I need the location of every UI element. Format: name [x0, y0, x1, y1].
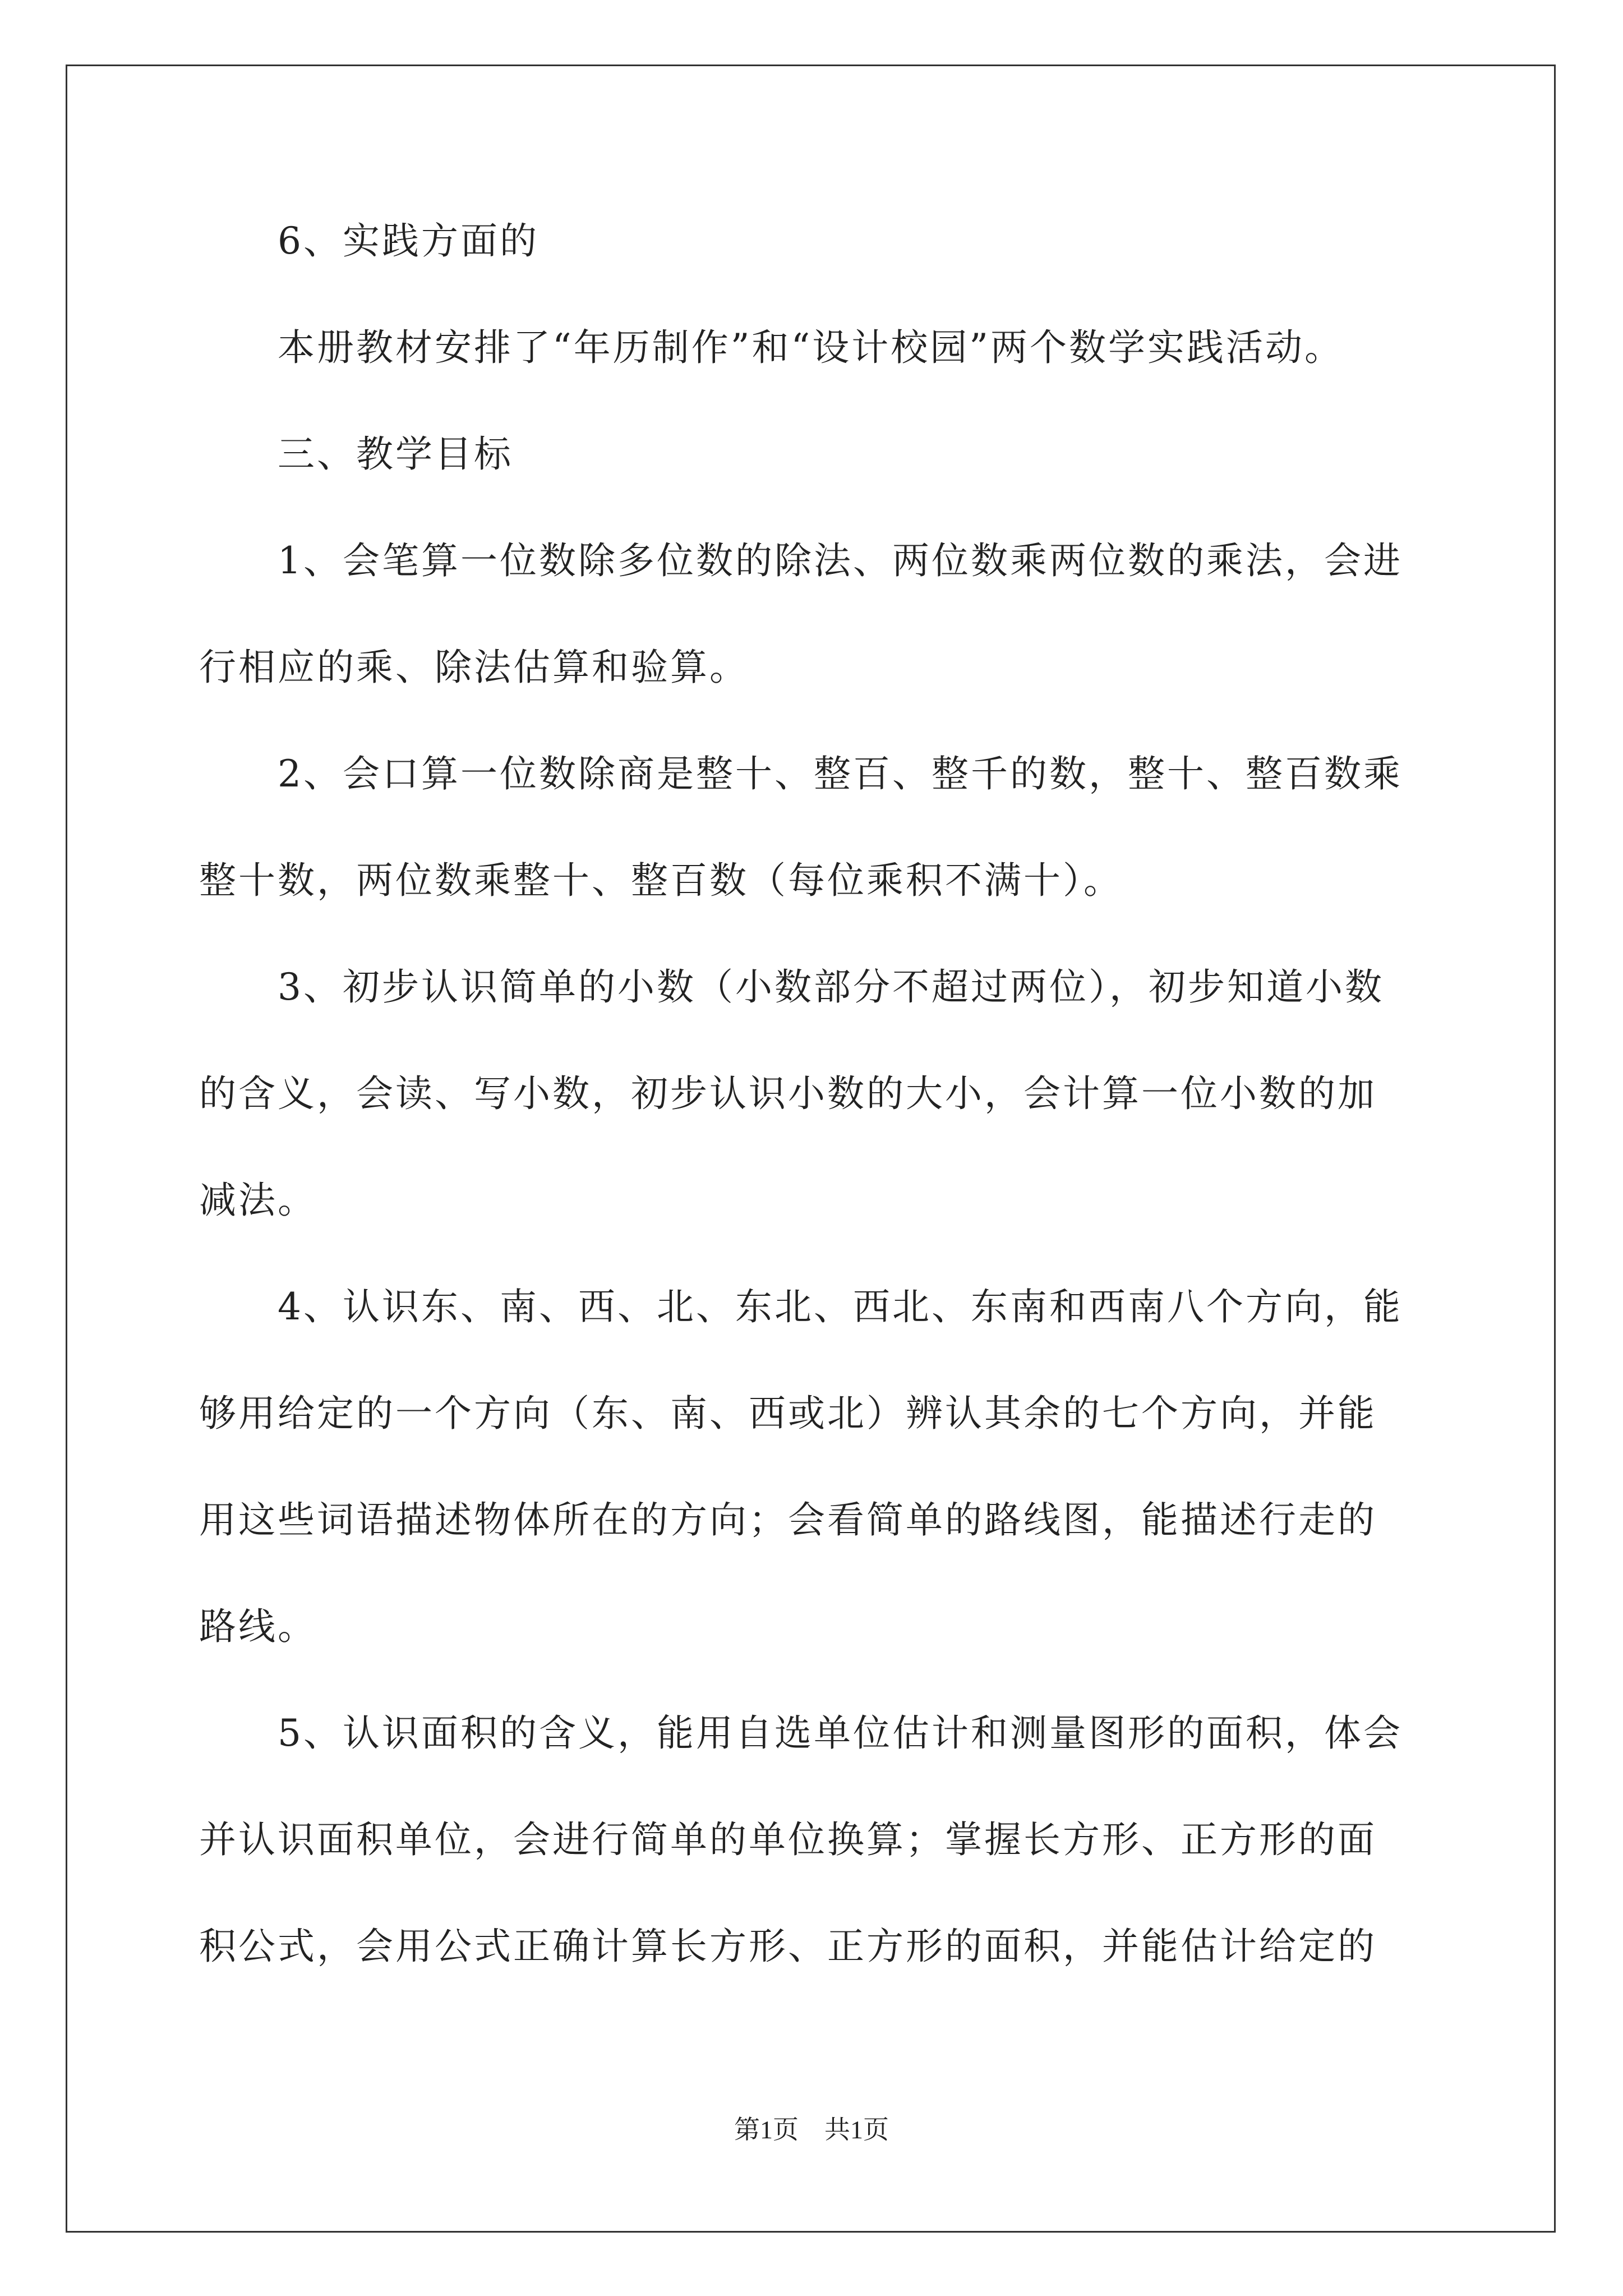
goal-2-line-2: 整十数，两位数乘整十、整百数（每位乘积不满十）。: [199, 859, 1123, 902]
goal-3-line-2: 的含义，会读、写小数，初步认识小数的大小，会计算一位小数的加: [199, 1072, 1377, 1115]
goal-1-line-2: 行相应的乘、除法估算和验算。: [199, 646, 749, 689]
goal-1-line-1: 1、会笔算一位数除多位数的除法、两位数乘两位数的乘法，会进: [278, 539, 1403, 582]
goal-5-line-3: 积公式，会用公式正确计算长方形、正方形的面积，并能估计给定的: [199, 1925, 1377, 1968]
section-heading-teaching-goals: 三、教学目标: [278, 432, 513, 476]
paragraph-practice-activities: 本册教材安排了“年历制作”和“设计校园”两个数学实践活动。: [278, 326, 1344, 369]
goal-5-line-2: 并认识面积单位，会进行简单的单位换算；掌握长方形、正方形的面: [199, 1818, 1377, 1861]
section-heading-practice: 6、实践方面的: [278, 219, 539, 263]
goal-4-line-2: 够用给定的一个方向（东、南、西或北）辨认其余的七个方向，并能: [199, 1392, 1377, 1435]
goal-4-line-4: 路线。: [199, 1605, 317, 1648]
goal-5-line-1: 5、认识面积的含义，能用自选单位估计和测量图形的面积，体会: [278, 1711, 1403, 1755]
goal-2-line-1: 2、会口算一位数除商是整十、整百、整千的数，整十、整百数乘: [278, 752, 1403, 795]
goal-4-line-1: 4、认识东、南、西、北、东北、西北、东南和西南八个方向，能: [278, 1285, 1403, 1328]
goal-4-line-3: 用这些词语描述物体所在的方向；会看简单的路线图，能描述行走的: [199, 1498, 1377, 1542]
page-number-footer: 第1页 共1页: [734, 2115, 889, 2144]
goal-3-line-3: 减法。: [199, 1179, 317, 1222]
goal-3-line-1: 3、初步认识简单的小数（小数部分不超过两位），初步知道小数: [278, 965, 1384, 1009]
page-border: [66, 65, 1556, 2233]
